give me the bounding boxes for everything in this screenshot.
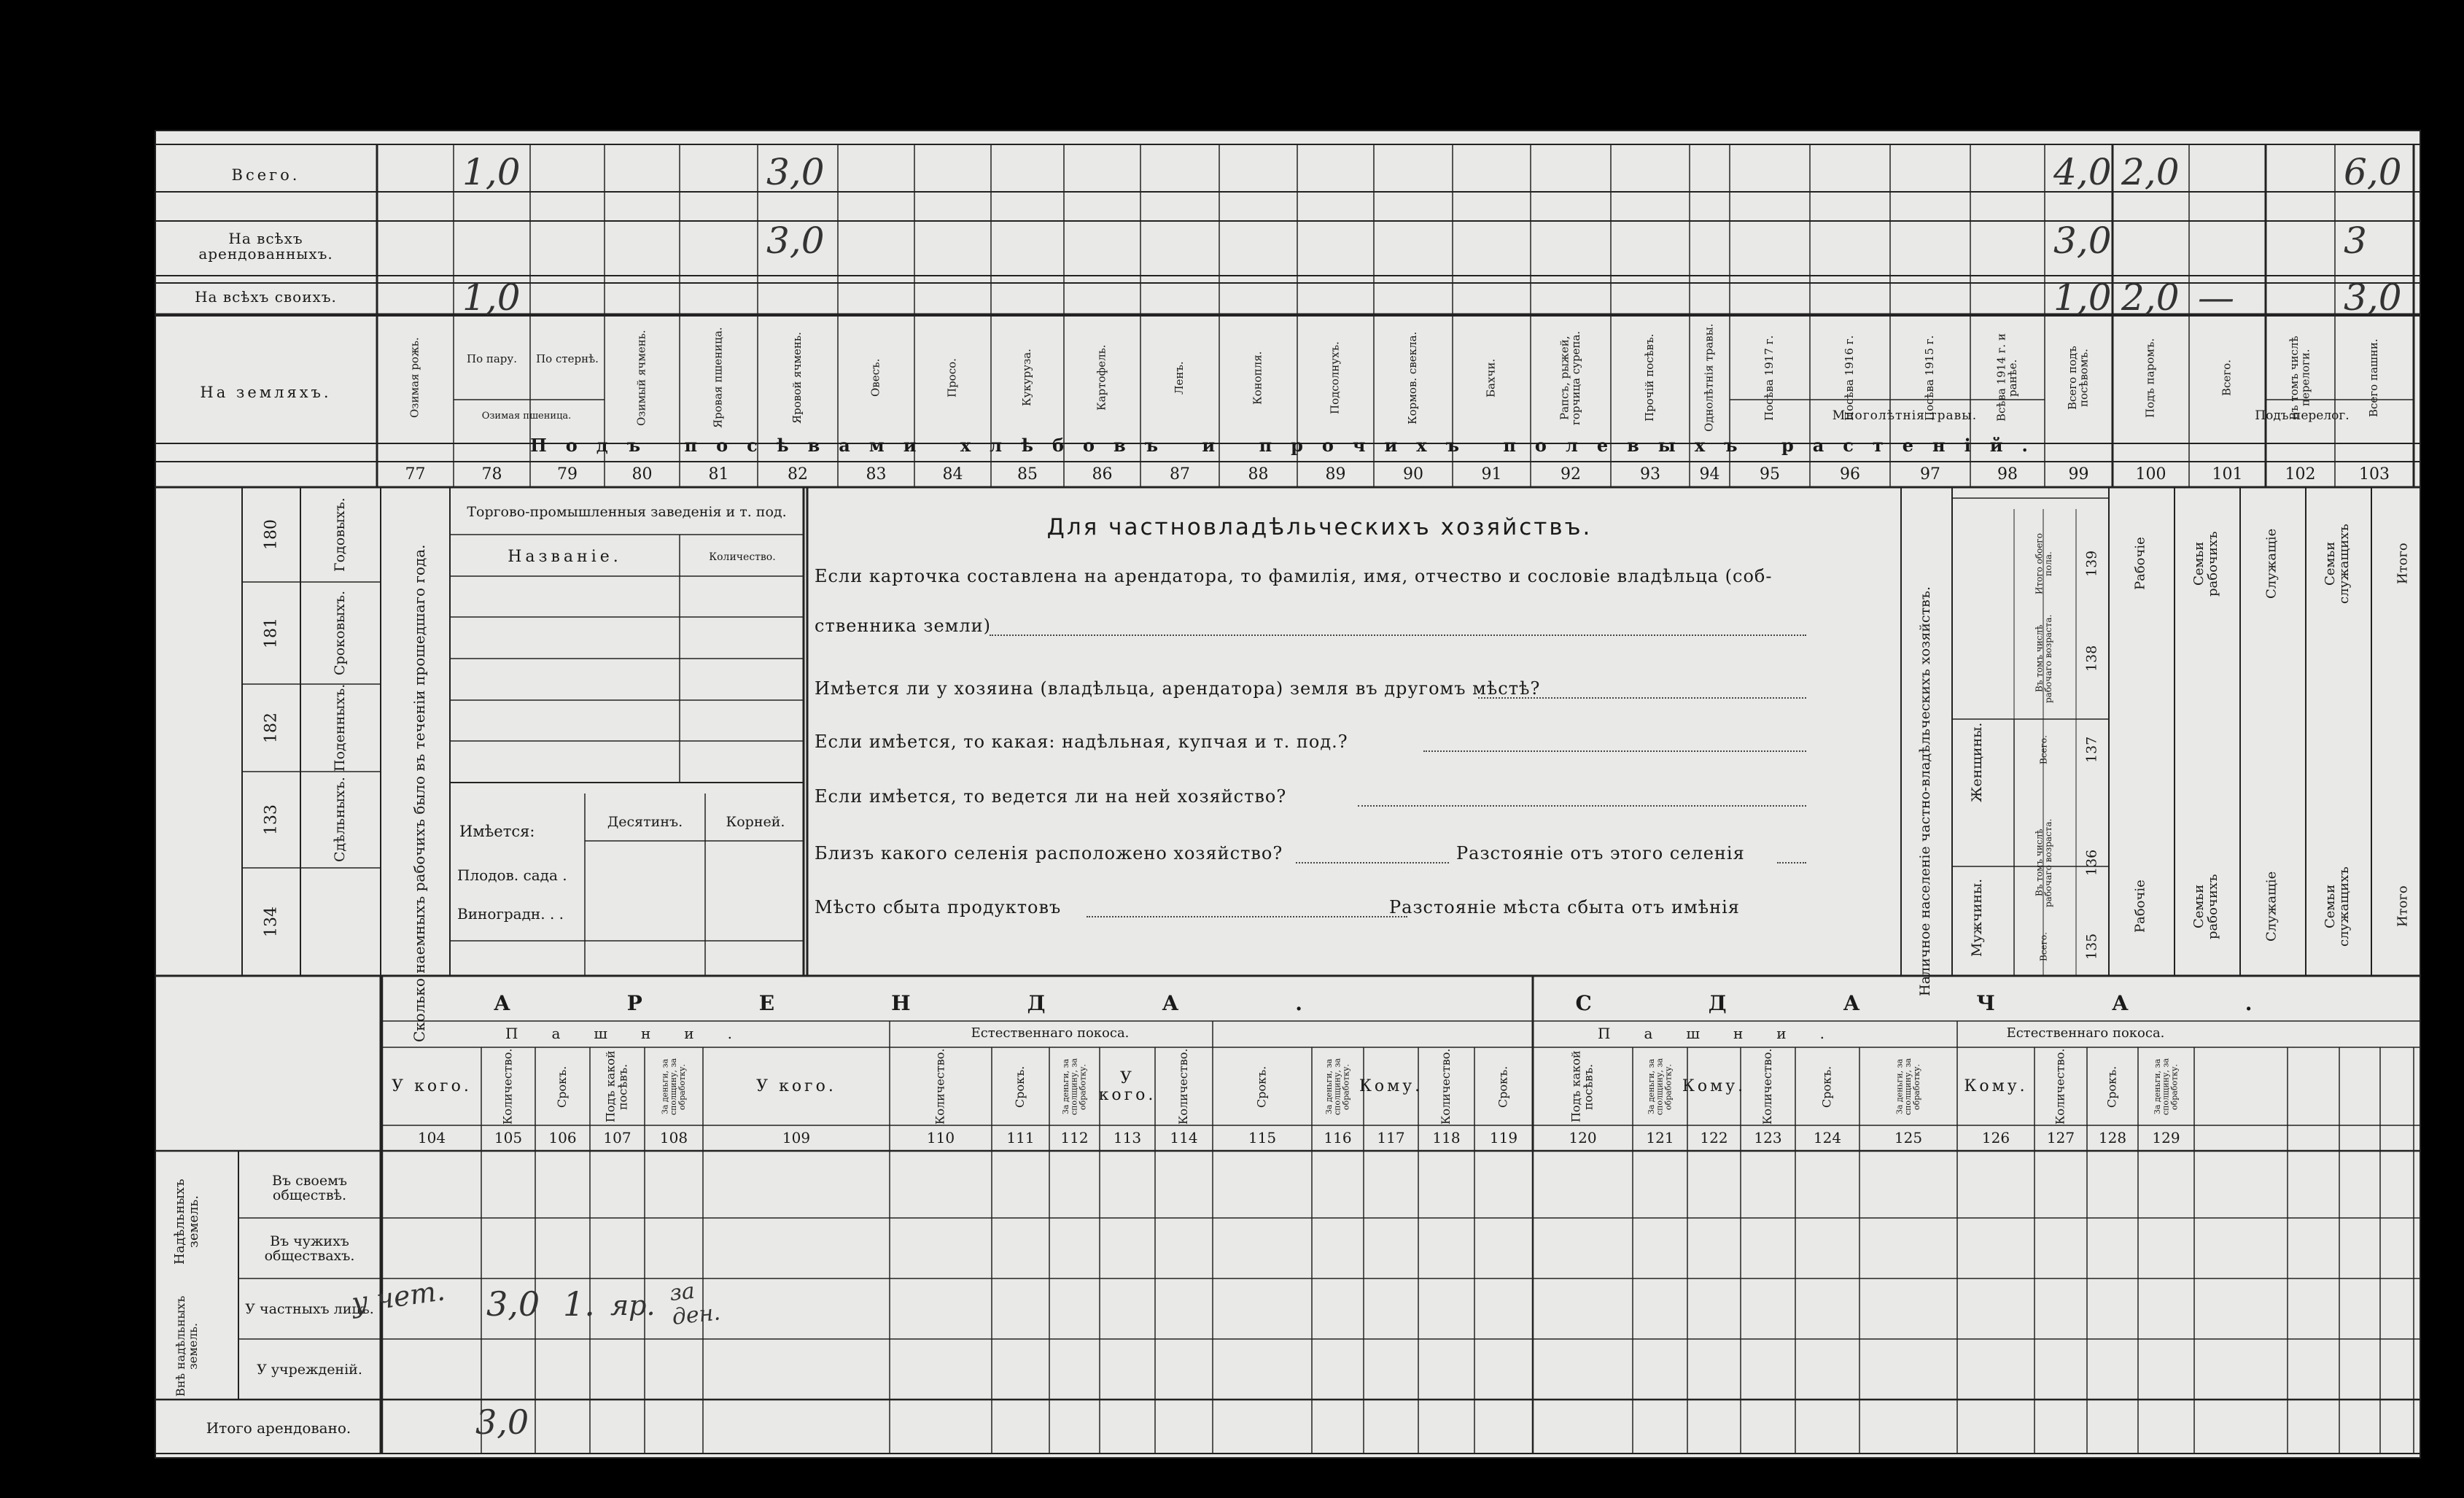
bottom-number-124: 124	[1813, 1129, 1842, 1146]
hw-posev: яр.	[610, 1289, 656, 1322]
bottom-number-111: 111	[1006, 1129, 1035, 1146]
crop-number-100: 100	[2135, 465, 2166, 484]
bottom-header-120: Подъ какой посѣвъ.	[1569, 1050, 1596, 1123]
pod-perelog-label: Подъ перелог.	[2255, 408, 2350, 424]
private-q5b: Разстоянiе отъ этого селенiя	[1456, 843, 1745, 864]
arenda-pokos: Естественнаго покоса.	[971, 1025, 1130, 1041]
crop-header-84: Просо.	[945, 358, 959, 397]
hw-u-kogo: у чет.	[349, 1274, 447, 1319]
bottom-header-124: Срокъ.	[1819, 1066, 1834, 1108]
crop-number-92: 92	[1561, 465, 1581, 484]
sdacha-pashni: Пашни.	[1598, 1024, 1858, 1042]
trade-name-header: Названiе.	[508, 548, 622, 567]
banner-text: Подъ посѣвами хлѣбовъ и прочихъ полевыхъ растенiй.	[530, 435, 2047, 457]
vne-nadel-label: Внѣ надѣльныхъ земель.	[174, 1295, 200, 1397]
crop-header-95: Посѣва 1917 г.	[1763, 335, 1776, 421]
hw-svoikh_78: 1,0	[462, 276, 521, 319]
crop-header-88: Конопля.	[1251, 351, 1264, 405]
hired-num-133: 133	[262, 804, 281, 835]
arenda-pashni: Пашни.	[505, 1024, 766, 1042]
bottom-header-109: У кого.	[756, 1077, 836, 1096]
hired-num-134: 134	[262, 907, 281, 937]
bottom-number-104: 104	[417, 1129, 446, 1146]
desyatin-header: Десятинъ.	[607, 814, 683, 831]
private-q4: Если имѣется, то ведется ли на ней хозяйство?	[815, 786, 1287, 807]
bottom-header-113: У кого.	[1098, 1068, 1157, 1104]
bottom-header-122: Кому.	[1682, 1077, 1746, 1096]
bottom-number-108: 108	[659, 1129, 688, 1146]
pop-num-138: 138	[2083, 645, 2100, 672]
hw-svoikh_103: 3,0	[2344, 276, 2402, 319]
pop-muzhchiny: Мужчины.	[1969, 878, 1986, 957]
private-q3-answer-line[interactable]	[1423, 750, 1806, 752]
hired-type-2: Поденныхъ.	[332, 683, 349, 772]
bottom-number-109: 109	[782, 1129, 811, 1146]
bottom-header-117: Кому.	[1359, 1077, 1423, 1096]
pop-zhenshchiny: Женщины.	[1969, 722, 1986, 803]
crop-header-81: Яровая пшеница.	[711, 327, 725, 429]
pop-col-top-sluzh: Служащiе	[2263, 528, 2280, 599]
hw-svoikh_99: 1,0	[2053, 276, 2112, 319]
pop-col-bot-sluzh: Служащiе	[2263, 871, 2280, 942]
pop-num-139: 139	[2083, 550, 2100, 578]
bottom-header-129: За деньги, за сполщину, за обработку.	[2153, 1058, 2180, 1116]
bottom-header-108: За деньги, за сполщину, за обработку.	[660, 1058, 687, 1116]
bottom-number-125: 125	[1894, 1129, 1923, 1146]
bottom-header-107: Подъ какой посѣвъ.	[603, 1050, 630, 1123]
crop-number-93: 93	[1640, 465, 1660, 484]
pop-muzh-vsego: Всего.	[2038, 932, 2049, 961]
hw-vsego_99: 4,0	[2053, 150, 2112, 193]
crop-number-91: 91	[1481, 465, 1502, 484]
vinograd-label: Виноградн. . .	[457, 905, 564, 923]
hired-workers-label: Сколько наемныхъ рабочихъ было въ теченiи прошедшаго года.	[411, 544, 428, 1043]
bottom-number-127: 127	[2046, 1129, 2075, 1146]
crop-number-84: 84	[942, 465, 963, 484]
bottom-header-125: За деньги, за сполщину, за обработку.	[1894, 1058, 1921, 1116]
hired-type-1: Сроковыхъ.	[332, 590, 349, 676]
hw-vsego_78: 1,0	[462, 150, 521, 193]
crop-number-96: 96	[1840, 465, 1860, 484]
bottom-header-119: Срокъ.	[1496, 1066, 1510, 1108]
crop-number-98: 98	[1997, 465, 2018, 484]
pop-num-136: 136	[2083, 849, 2100, 877]
private-title: Для частновладѣльческихъ хозяйствъ.	[1046, 513, 1593, 540]
sdacha-title: СДАЧА.	[1575, 991, 2369, 1016]
crop-number-97: 97	[1920, 465, 1940, 484]
hired-type-0: Годовыхъ.	[332, 497, 349, 572]
bottom-header-123: Количество.	[1760, 1048, 1775, 1125]
sdacha-pokos: Естественнаго покоса.	[2006, 1025, 2165, 1041]
bottom-header-111: Срокъ.	[1013, 1066, 1027, 1108]
crop-header-98: Всѣва 1914 г. и ранѣе.	[1994, 333, 2019, 422]
crop-number-86: 86	[1092, 465, 1113, 484]
crop-header-87: Ленъ.	[1173, 361, 1186, 395]
crop-header-85: Кукуруза.	[1020, 349, 1034, 407]
bottom-number-107: 107	[603, 1129, 631, 1146]
bottom-header-118: Количество.	[1439, 1048, 1453, 1125]
hired-num-180: 180	[262, 519, 281, 550]
bottom-header-116: За деньги, за сполщину, за обработку.	[1324, 1058, 1351, 1116]
crop-number-95: 95	[1760, 465, 1780, 484]
crop-header-82: Яровой ячмень.	[790, 332, 804, 424]
crop-header-93: Прочiй посѣвъ.	[1643, 333, 1657, 422]
crop-header-92: Рапсъ, рыжей, горчица сурепа.	[1558, 330, 1582, 425]
bottom-header-104: У кого.	[392, 1077, 472, 1096]
crop-header-90: Кормов. свекла.	[1406, 331, 1420, 424]
crop-number-88: 88	[1248, 465, 1269, 484]
bottom-header-110: Количество.	[933, 1048, 947, 1125]
hw-pay: за ден.	[668, 1278, 722, 1330]
crop-header-94: Однолѣтнiя травы.	[1702, 323, 1716, 432]
trade-title: Торгово-промышленныя заведенiя и т. под.	[467, 504, 787, 521]
pop-muzh-rab: Въ томъ числѣ рабочаго возраста.	[2034, 818, 2053, 907]
crop-number-90: 90	[1403, 465, 1423, 484]
pop-col-bot-itogo: Итого	[2395, 885, 2411, 928]
private-q4-answer-line[interactable]	[1358, 805, 1806, 807]
bottom-header-106: Срокъ.	[555, 1066, 570, 1108]
crop-number-89: 89	[1325, 465, 1346, 484]
bottom-header-114: Количество.	[1176, 1048, 1191, 1125]
nadel-label: Надѣльныхъ земель.	[172, 1179, 201, 1265]
bottom-number-105: 105	[494, 1129, 523, 1146]
korney-header: Корней.	[726, 814, 785, 831]
hired-type-3: Сдѣльныхъ.	[332, 777, 349, 863]
crop-header-79: По стернѣ.	[536, 352, 599, 366]
population-title: Наличное населенiе частно-владѣльческихъ хозяйствъ.	[1917, 586, 1934, 997]
pop-col-bot-rabochie: Рабочiе	[2132, 880, 2148, 934]
bottom-number-121: 121	[1646, 1129, 1674, 1146]
bottom-number-118: 118	[1432, 1129, 1461, 1146]
row-svoem-obshchestve: Въ своемъ обществѣ.	[272, 1173, 347, 1203]
crop-header-78: По пару.	[466, 352, 518, 366]
crop-header-101: Всего.	[2220, 360, 2234, 396]
pop-num-135: 135	[2083, 933, 2100, 960]
hw-svoikh_101: —	[2198, 276, 2234, 319]
private-q1-answer-line[interactable]	[990, 634, 1806, 636]
ozimaya-pshenitsa-label: Озимая пшеница.	[481, 411, 572, 422]
bottom-number-119: 119	[1489, 1129, 1518, 1146]
bottom-number-120: 120	[1569, 1129, 1597, 1146]
bottom-number-112: 112	[1060, 1129, 1089, 1146]
hw-arend_103: 3	[2344, 219, 2367, 262]
bottom-header-126: Кому.	[1964, 1077, 2028, 1096]
bottom-header-112: За деньги, за сполщину, за обработку.	[1061, 1058, 1088, 1116]
crop-header-99: Всего подъ посѣвомъ.	[2065, 346, 2091, 410]
crop-number-94: 94	[1699, 465, 1720, 484]
pop-col-top-rabochie: Рабочiе	[2132, 537, 2148, 591]
hired-num-181: 181	[262, 618, 281, 648]
trade-qty-header: Количество.	[709, 551, 776, 563]
imeetsya-label: Имѣется:	[459, 823, 535, 840]
crop-number-78: 78	[481, 465, 502, 484]
crop-number-81: 81	[708, 465, 729, 484]
bottom-number-116: 116	[1324, 1129, 1352, 1146]
crop-header-96: Посѣва 1916 г.	[1843, 335, 1857, 421]
pop-col-top-semya_sluzh: Семьи служащихъ	[2323, 524, 2352, 604]
hw-svoikh_100: 2,0	[2121, 276, 2180, 319]
private-q5b-answer-line[interactable]	[1777, 862, 1806, 864]
crop-number-77: 77	[405, 465, 426, 484]
private-q6a: Мѣсто сбыта продуктовъ	[815, 897, 1062, 917]
pop-zhen-rab: Въ томъ числѣ рабочаго возраста.	[2034, 614, 2053, 703]
bottom-number-122: 122	[1700, 1129, 1728, 1146]
row-itogo-arendovano: Итого арендовано.	[206, 1419, 351, 1437]
pop-col-top-semya_rab: Семьи рабочихъ	[2191, 531, 2220, 597]
crop-number-85: 85	[1017, 465, 1038, 484]
private-q1a: Если карточка составлена на арендатора, то фамилiя, имя, отчество и сословiе владѣльца (соб-	[815, 566, 1773, 586]
crop-number-102: 102	[2285, 465, 2316, 484]
row-label-vsego: Всего.	[231, 166, 300, 184]
sad-label: Плодов. сада .	[457, 866, 567, 884]
pop-col-top-itogo: Итого	[2395, 543, 2411, 585]
private-q3: Если имѣется, то какая: надѣльная, купчая и т. под.?	[815, 731, 1348, 752]
crop-header-100: Подъ паромъ.	[2143, 338, 2157, 418]
private-q6a-answer-line[interactable]	[1087, 916, 1407, 917]
pop-num-137: 137	[2083, 736, 2100, 764]
hw-vsego_103: 6,0	[2344, 150, 2402, 193]
bottom-header-115: Срокъ.	[1254, 1066, 1269, 1108]
hw-vsego_82: 3,0	[766, 150, 825, 193]
hw-itogo: 3,0	[475, 1402, 529, 1442]
bottom-number-117: 117	[1377, 1129, 1405, 1146]
crop-number-87: 87	[1170, 465, 1190, 484]
bottom-header-128: Срокъ.	[2104, 1066, 2119, 1108]
crop-number-83: 83	[866, 465, 887, 484]
row-label-svoikh: На всѣхъ своихъ.	[195, 287, 337, 306]
pop-col-bot-semya_sluzh: Семьи служащихъ	[2323, 866, 2352, 947]
hw-arend_82: 3,0	[766, 219, 825, 262]
hired-num-182: 182	[262, 713, 281, 743]
crop-header-97: Посѣва 1915 г.	[1923, 335, 1937, 421]
private-q1b: ственника земли)	[815, 616, 991, 636]
crop-number-103: 103	[2359, 465, 2390, 484]
bottom-number-129: 129	[2152, 1129, 2180, 1146]
crop-header-91: Бахчи.	[1484, 358, 1498, 397]
crop-header-80: Озимый ячмень.	[634, 330, 648, 426]
row-label-na-zemlyakh: На земляхъ.	[200, 383, 332, 401]
crop-number-101: 101	[2212, 465, 2243, 484]
hw-vsego_100: 2,0	[2121, 150, 2180, 193]
crop-number-99: 99	[2068, 465, 2089, 484]
private-q2: Имѣется ли у хозяина (владѣльца, арендатора) земля въ другомъ мѣстѣ?	[815, 678, 1541, 699]
bottom-number-106: 106	[548, 1129, 577, 1146]
mnogoletnie-label: Многолѣтнiя травы.	[1832, 408, 1978, 424]
bottom-header-105: Количество.	[500, 1048, 515, 1125]
pop-zhen-vsego: Всего.	[2038, 735, 2049, 764]
crop-header-102: Въ томъ числѣ перелоги.	[2287, 335, 2312, 420]
crop-header-77: Озимая рожь.	[408, 337, 421, 419]
bottom-number-113: 113	[1113, 1129, 1142, 1146]
pop-col-bot-semya_rab: Семьи рабочихъ	[2191, 874, 2220, 939]
row-chuzhikh-obshchestvakh: Въ чужихъ обществахъ.	[264, 1233, 355, 1264]
bottom-number-110: 110	[926, 1129, 955, 1146]
bottom-number-115: 115	[1248, 1129, 1277, 1146]
crop-number-80: 80	[631, 465, 653, 484]
bottom-number-114: 114	[1170, 1129, 1198, 1146]
hw-arend_99: 3,0	[2053, 219, 2112, 262]
pop-itogo-oboego: Итого обоего пола.	[2034, 533, 2053, 594]
private-q6b: Разстоянiе мѣста сбыта отъ имѣнiя	[1389, 897, 1740, 917]
crop-header-89: Подсолнухъ.	[1328, 341, 1342, 414]
crop-header-83: Овесъ.	[868, 358, 882, 397]
bottom-header-121: За деньги, за сполщину, за обработку.	[1647, 1058, 1674, 1116]
crop-header-86: Картофель.	[1095, 344, 1108, 411]
private-q5a: Близъ какого селенiя расположено хозяйство?	[815, 843, 1283, 864]
crop-number-82: 82	[788, 465, 808, 484]
hw-kolichestvo: 3,0	[486, 1284, 540, 1324]
bottom-header-127: Количество.	[2053, 1048, 2067, 1125]
bottom-number-126: 126	[1981, 1129, 2010, 1146]
private-q5a-answer-line[interactable]	[1296, 862, 1449, 864]
row-label-arend: На всѣхъ арендованныхъ.	[198, 230, 333, 263]
arenda-title: АРЕНДА.	[493, 991, 1420, 1016]
census-card	[155, 130, 2421, 1459]
hw-srok: 1.	[563, 1284, 595, 1324]
private-q2-answer-line[interactable]	[1478, 697, 1806, 699]
row-uchrezhdeniy: У учрежденiй.	[257, 1362, 362, 1378]
crop-header-103: Всего пашни.	[2367, 338, 2381, 417]
bottom-number-123: 123	[1754, 1129, 1782, 1146]
bottom-number-128: 128	[2098, 1129, 2127, 1146]
row-chastnykh-lits: У частныхъ лицъ.	[245, 1301, 374, 1318]
crop-number-79: 79	[557, 465, 578, 484]
